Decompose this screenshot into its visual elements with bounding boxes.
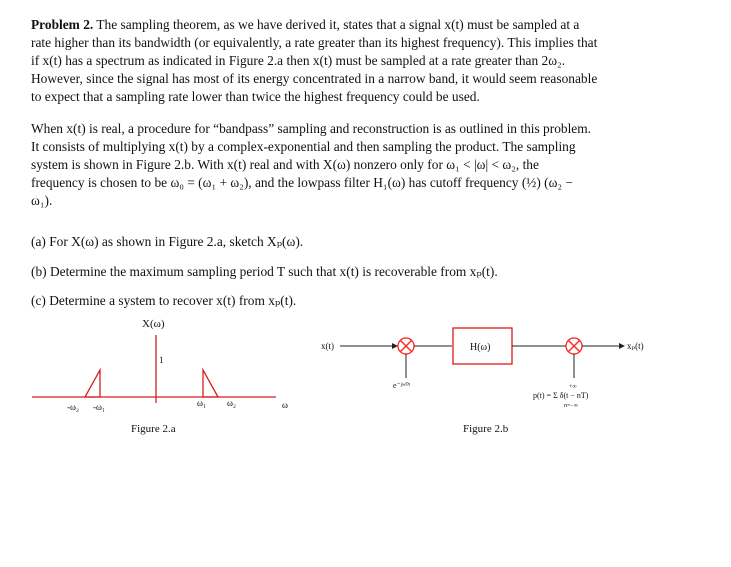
bandpass-description [31, 120, 711, 210]
sum-upper-limit: +∞ [569, 384, 577, 390]
exponential-label: e⁻ʲʷ⁰ᵗ [393, 381, 411, 390]
figure-a-caption: Figure 2.a [131, 423, 176, 435]
bandpass-line-1: When x(t) is real, a procedure for “bandpass” sampling and reconstruction is as outlined in this problem. [31, 121, 592, 136]
problem-line-2: rate higher than its bandwidth (or equivalently, a rate greater than its highest frequency). This implies that [31, 35, 598, 50]
figure-a-tick-neg-w2: -ω₂ [67, 402, 80, 412]
bandpass-line-5: ω₁). [31, 193, 53, 208]
filter-label: H(ω) [470, 342, 491, 353]
figure-a-left-triangle [85, 370, 100, 397]
problem-statement [31, 16, 711, 106]
first-multiplier [398, 338, 414, 354]
sampling-multiplier [566, 338, 582, 354]
output-arrowhead [619, 343, 625, 349]
figure-a-tick-w2: ω₂ [227, 398, 237, 408]
problem-line-3: if x(t) has a spectrum as indicated in Figure 2.a then x(t) must be sampled at a rate greater than 2ω₂. [31, 53, 566, 68]
problem-line-4: However, since the signal has most of its energy concentrated in a narrow band, it would seem reasonable [31, 71, 598, 86]
problem-number: Problem 2. [31, 17, 94, 32]
figure-a-axis-label: ω [282, 400, 288, 410]
part-b: (b) Determine the maximum sampling period T such that x(t) is recoverable from xₚ(t). [31, 264, 498, 279]
problem-line-5: to expect that a sampling rate lower than twice the highest frequency could be used. [31, 89, 480, 104]
output-label: xₚ(t) [627, 341, 644, 351]
figure-2b [310, 315, 710, 445]
figure-b-caption: Figure 2.b [463, 423, 509, 435]
sum-lower-limit: n=−∞ [564, 403, 579, 409]
part-c: (c) Determine a system to recover x(t) from xₚ(t). [31, 293, 297, 308]
figure-a-peak-label: 1 [159, 355, 164, 365]
problem-line-1: Problem 2. The sampling theorem, as we have derived it, states that a signal x(t) must be sampled at a [31, 17, 580, 32]
input-arrowhead [392, 343, 398, 349]
bandpass-line-3: system is shown in Figure 2.b. With x(t) real and with X(ω) nonzero only for ω₁ < |ω| < ω₂, the [31, 157, 539, 172]
figure-2a [0, 315, 330, 445]
part-a: (a) For X(ω) as shown in Figure 2.a, sketch Xₚ(ω). [31, 234, 304, 249]
figure-a-right-triangle [203, 370, 218, 397]
figure-b-input-label: x(t) [321, 341, 334, 351]
sampler-label: p(t) = Σ δ(t − nT) [533, 391, 589, 400]
figure-a-tick-neg-w1: -ω₁ [93, 402, 106, 412]
figure-a-ylabel: X(ω) [142, 318, 165, 330]
bandpass-line-2: It consists of multiplying x(t) by a complex-exponential and then sampling the product. The sampling [31, 139, 576, 154]
bandpass-line-4: frequency is chosen to be ω₀ = (ω₁ + ω₂), and the lowpass filter H₁(ω) has cutoff frequency (½) (ω₂ − [31, 175, 573, 190]
figure-a-tick-w1: ω₁ [197, 398, 207, 408]
